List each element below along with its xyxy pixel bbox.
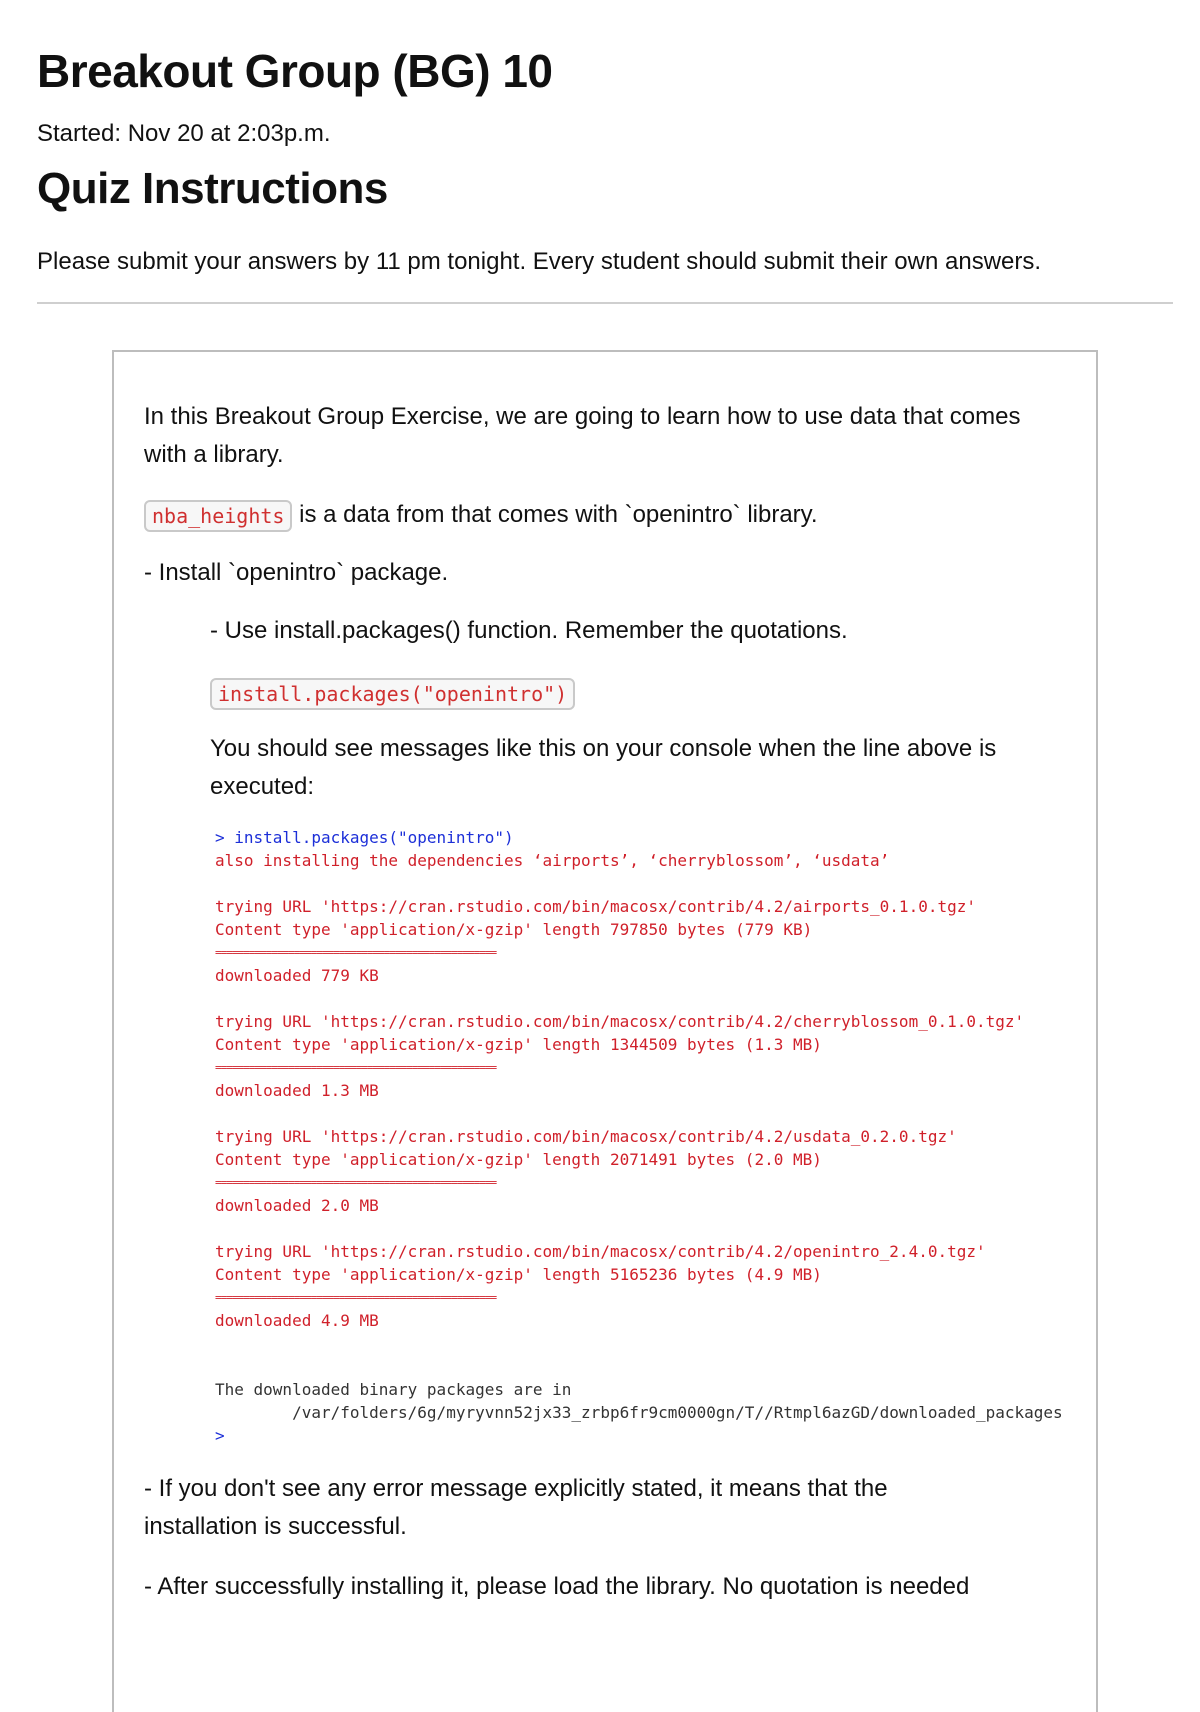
console-separator: ================================================== — [215, 1176, 497, 1189]
success-note: - If you don't see any error message explicitly stated, it means that the installation is successful. — [144, 1475, 888, 1540]
console-content-type: Content type 'application/x-gzip' length 1344509 bytes (1.3 MB) — [215, 1035, 822, 1054]
console-separator: ================================================== — [215, 1291, 497, 1304]
console-downloaded: downloaded 2.0 MB — [215, 1196, 379, 1215]
console-output — [215, 826, 1075, 1447]
load-note: - After successfully installing it, please load the library. No quotation is needed — [144, 1573, 970, 1600]
dataset-line — [144, 496, 1064, 534]
console-url: trying URL 'https://cran.rstudio.com/bin/macosx/contrib/4.2/openintro_2.4.0.tgz' — [215, 1242, 986, 1261]
console-binary-note: The downloaded binary packages are in — [215, 1380, 572, 1399]
dataset-text: is a data from that comes with `openintro` library. — [299, 501, 818, 528]
step-install: - Install `openintro` package. — [144, 559, 449, 586]
quiz-instructions-heading: Quiz Instructions — [37, 164, 388, 213]
console-url: trying URL 'https://cran.rstudio.com/bin/macosx/contrib/4.2/usdata_0.2.0.tgz' — [215, 1127, 957, 1146]
step-use-function: - Use install.packages() function. Remember the quotations. — [210, 617, 848, 644]
console-binary-path: /var/folders/6g/myryvnn52jx33_zrbp6fr9cm0000gn/T//Rtmpl6azGD/downloaded_packages — [215, 1403, 1063, 1422]
console-prompt: > — [215, 1426, 225, 1445]
console-url: trying URL 'https://cran.rstudio.com/bin/macosx/contrib/4.2/cherryblossom_0.1.0.tgz' — [215, 1012, 1025, 1031]
console-command: > install.packages("openintro") — [215, 828, 514, 847]
console-content-type: Content type 'application/x-gzip' length 797850 bytes (779 KB) — [215, 920, 813, 939]
console-downloaded: downloaded 1.3 MB — [215, 1081, 379, 1100]
console-dependencies: also installing the dependencies ‘airports’, ‘cherryblossom’, ‘usdata’ — [215, 851, 890, 870]
console-downloaded: downloaded 779 KB — [215, 966, 379, 985]
install-code-line — [210, 674, 575, 712]
question-intro: In this Breakout Group Exercise, we are going to learn how to use data that comes with a library. — [144, 403, 1021, 468]
divider — [37, 302, 1173, 304]
console-content-type: Content type 'application/x-gzip' length 2071491 bytes (2.0 MB) — [215, 1150, 822, 1169]
dataset-code: nba_heights — [144, 500, 292, 532]
console-downloaded: downloaded 4.9 MB — [215, 1311, 379, 1330]
console-separator: ================================================== — [215, 1061, 497, 1074]
console-content-type: Content type 'application/x-gzip' length 5165236 bytes (4.9 MB) — [215, 1265, 822, 1284]
console-separator: ================================================== — [215, 946, 497, 959]
console-url: trying URL 'https://cran.rstudio.com/bin/macosx/contrib/4.2/airports_0.1.0.tgz' — [215, 897, 976, 916]
install-code: install.packages("openintro") — [210, 678, 575, 710]
console-note: You should see messages like this on your console when the line above is executed: — [210, 735, 997, 800]
page-title: Breakout Group (BG) 10 — [37, 45, 553, 97]
started-timestamp: Started: Nov 20 at 2:03p.m. — [37, 120, 331, 147]
quiz-instructions-text: Please submit your answers by 11 pm tonight. Every student should submit their own answers. — [37, 248, 1042, 275]
